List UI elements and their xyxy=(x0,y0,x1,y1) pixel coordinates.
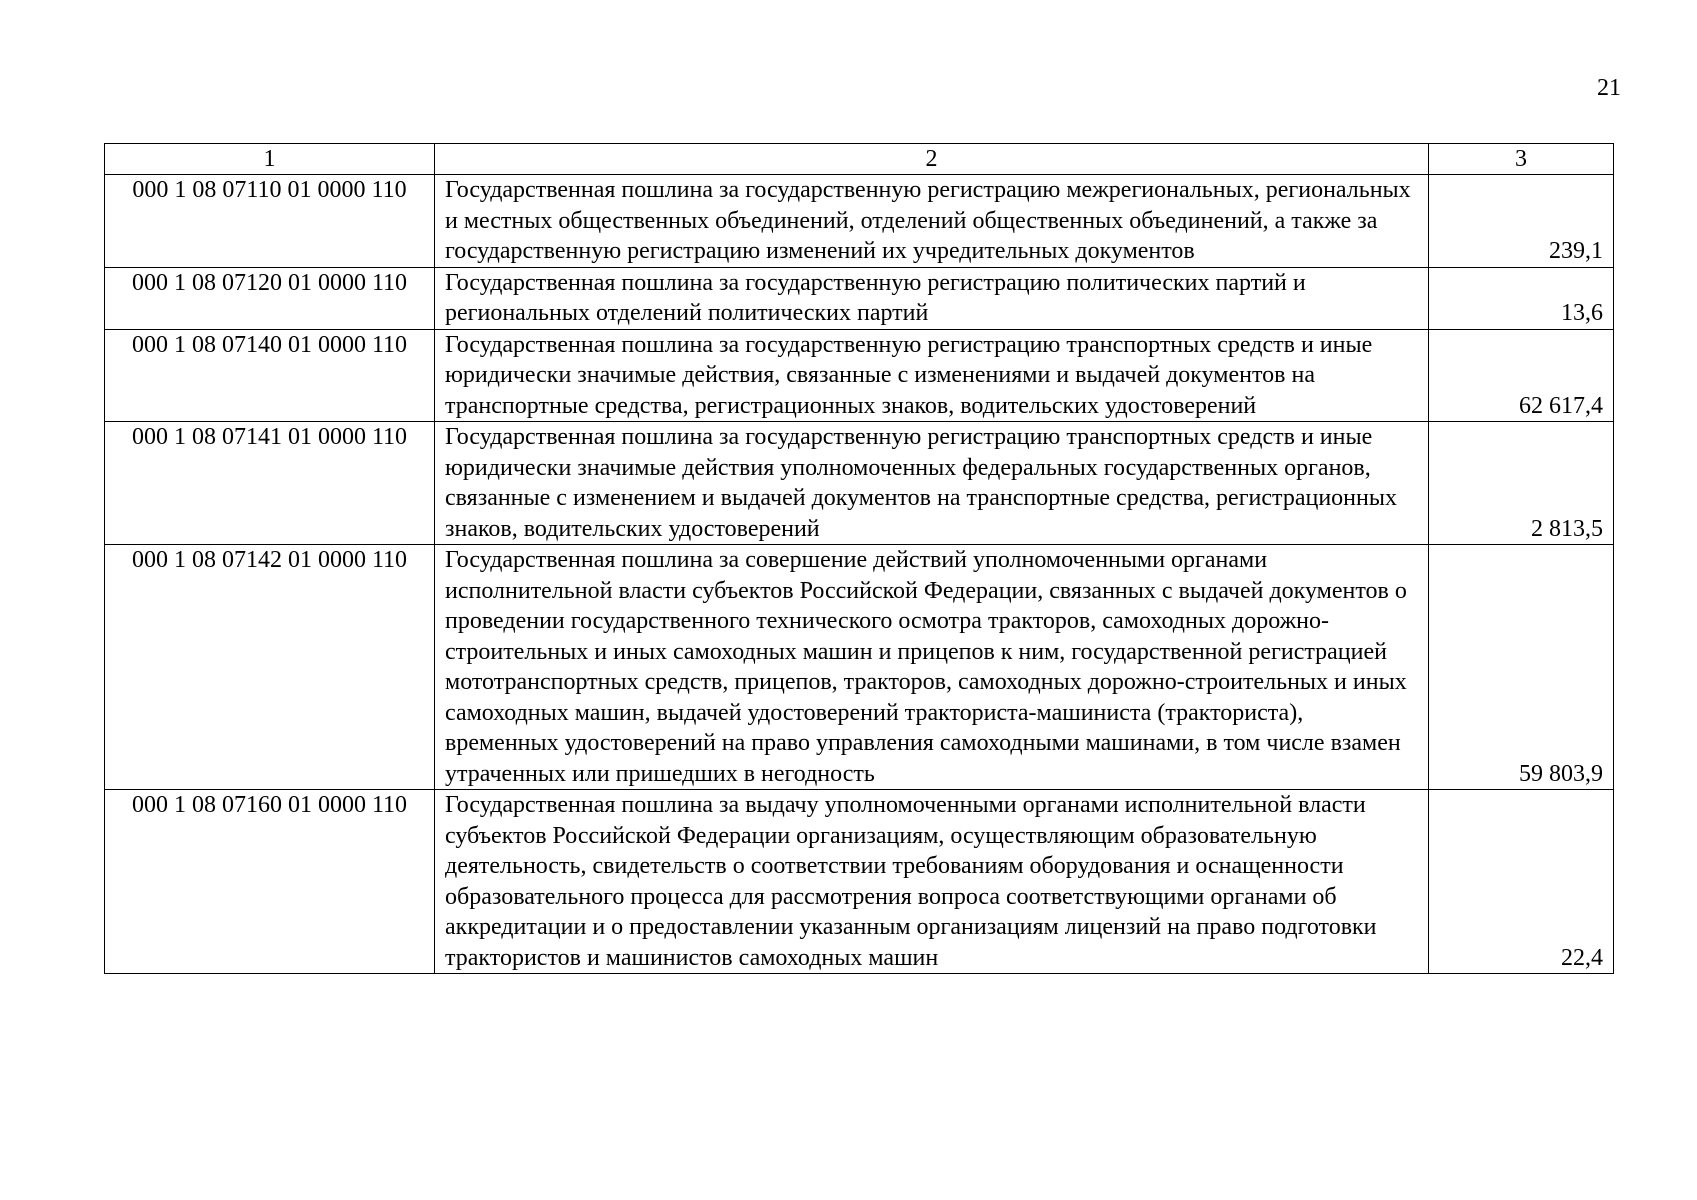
row-amount: 22,4 xyxy=(1429,790,1614,974)
row-amount: 13,6 xyxy=(1429,267,1614,329)
table-row xyxy=(105,175,1614,268)
row-name: Государственная пошлина за государственную регистрацию политических партий и региональных отделений политических партий xyxy=(435,267,1429,329)
table-row xyxy=(105,422,1614,545)
row-code: 000 1 08 07110 01 0000 110 xyxy=(105,175,435,268)
row-amount: 239,1 xyxy=(1429,175,1614,268)
row-amount: 59 803,9 xyxy=(1429,545,1614,790)
column-header-name: 2 xyxy=(435,144,1429,175)
row-name: Государственная пошлина за выдачу уполномоченными органами исполнительной власти субъектов Российской Федерации организациям, осуществляющим образовательную деятельность, свидетельств о соответствии требованиям оборудования и оснащенности образовательного процесса для рассмотрения вопроса соответствующими органами об аккредитации и о предоставлении указанным организациям лицензий на право подготовки трактористов и машинистов самоходных машин xyxy=(435,790,1429,974)
budget-revenue-table xyxy=(104,143,1614,974)
column-header-amount: 3 xyxy=(1429,144,1614,175)
row-name: Государственная пошлина за государственную регистрацию межрегиональных, региональных и местных общественных объединений, отделений общественных объединений, а также за государственную регистрацию изменений их учредительных документов xyxy=(435,175,1429,268)
table-header-row xyxy=(105,144,1614,175)
row-code: 000 1 08 07160 01 0000 110 xyxy=(105,790,435,974)
row-amount: 62 617,4 xyxy=(1429,329,1614,422)
row-name: Государственная пошлина за совершение действий уполномоченными органами исполнительной власти субъектов Российской Федерации, связанных с выдачей документов о проведении государственного технического осмотра тракторов, самоходных дорожно-строительных и иных самоходных машин и прицепов к ним, государственной регистрацией мототранспортных средств, прицепов, тракторов, самоходных дорожно-строительных и иных самоходных машин, выдачей удостоверений тракториста-машиниста (тракториста), временных удостоверений на право управления самоходными машинами, в том числе взамен утраченных или пришедших в негодность xyxy=(435,545,1429,790)
row-code: 000 1 08 07120 01 0000 110 xyxy=(105,267,435,329)
row-amount: 2 813,5 xyxy=(1429,422,1614,545)
row-name: Государственная пошлина за государственную регистрацию транспортных средств и иные юридически значимые действия уполномоченных федеральных государственных органов, связанные с изменением и выдачей документов на транспортные средства, регистрационных знаков, водительских удостоверений xyxy=(435,422,1429,545)
row-code: 000 1 08 07140 01 0000 110 xyxy=(105,329,435,422)
table-row xyxy=(105,545,1614,790)
row-name: Государственная пошлина за государственную регистрацию транспортных средств и иные юридически значимые действия, связанные с изменениями и выдачей документов на транспортные средства, регистрационных знаков, водительских удостоверений xyxy=(435,329,1429,422)
column-header-code: 1 xyxy=(105,144,435,175)
page-number: 21 xyxy=(1597,75,1621,101)
row-code: 000 1 08 07141 01 0000 110 xyxy=(105,422,435,545)
table-row xyxy=(105,790,1614,974)
row-code: 000 1 08 07142 01 0000 110 xyxy=(105,545,435,790)
table-row xyxy=(105,267,1614,329)
table-row xyxy=(105,329,1614,422)
